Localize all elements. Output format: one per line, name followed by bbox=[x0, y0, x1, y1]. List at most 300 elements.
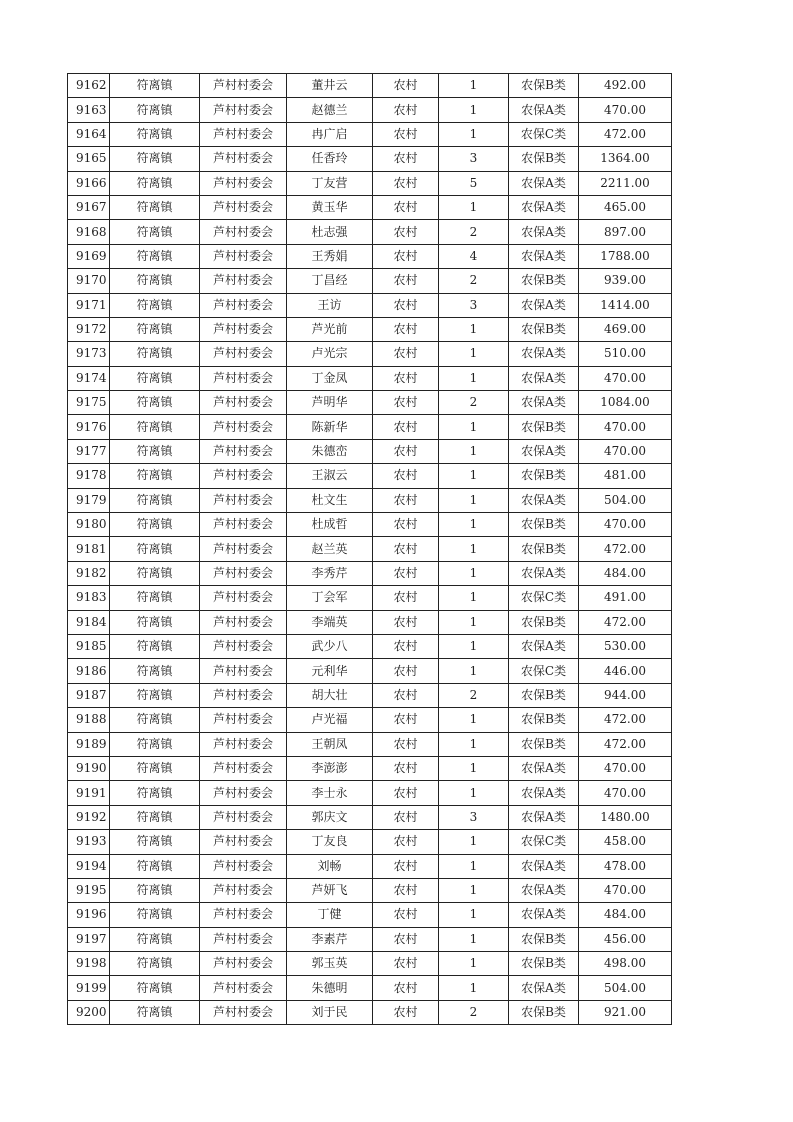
name-cell: 陈新华 bbox=[287, 415, 373, 439]
household-count-cell: 4 bbox=[439, 244, 509, 268]
table-row bbox=[68, 903, 672, 927]
household-count-cell: 1 bbox=[439, 366, 509, 390]
town-cell: 符离镇 bbox=[110, 708, 200, 732]
area-type-cell: 农村 bbox=[373, 391, 439, 415]
amount-cell: 470.00 bbox=[579, 878, 672, 902]
household-count-cell: 1 bbox=[439, 781, 509, 805]
name-cell: 刘畅 bbox=[287, 854, 373, 878]
name-cell: 刘于民 bbox=[287, 1000, 373, 1024]
insurance-category-cell: 农保A类 bbox=[509, 976, 579, 1000]
village-cell: 芦村村委会 bbox=[200, 878, 287, 902]
insurance-category-cell: 农保A类 bbox=[509, 220, 579, 244]
row-number: 9172 bbox=[68, 317, 110, 341]
table-row bbox=[68, 439, 672, 463]
insurance-category-cell: 农保A类 bbox=[509, 391, 579, 415]
household-count-cell: 2 bbox=[439, 391, 509, 415]
table-row bbox=[68, 952, 672, 976]
table-row bbox=[68, 513, 672, 537]
area-type-cell: 农村 bbox=[373, 683, 439, 707]
table-row bbox=[68, 878, 672, 902]
household-count-cell: 2 bbox=[439, 683, 509, 707]
area-type-cell: 农村 bbox=[373, 317, 439, 341]
household-count-cell: 1 bbox=[439, 586, 509, 610]
insurance-category-cell: 农保B类 bbox=[509, 708, 579, 732]
name-cell: 郭庆文 bbox=[287, 805, 373, 829]
amount-cell: 504.00 bbox=[579, 976, 672, 1000]
village-cell: 芦村村委会 bbox=[200, 269, 287, 293]
village-cell: 芦村村委会 bbox=[200, 634, 287, 658]
insurance-category-cell: 农保A类 bbox=[509, 439, 579, 463]
name-cell: 武少八 bbox=[287, 634, 373, 658]
area-type-cell: 农村 bbox=[373, 610, 439, 634]
town-cell: 符离镇 bbox=[110, 98, 200, 122]
household-count-cell: 5 bbox=[439, 171, 509, 195]
household-count-cell: 1 bbox=[439, 634, 509, 658]
insurance-category-cell: 农保B类 bbox=[509, 317, 579, 341]
row-number: 9170 bbox=[68, 269, 110, 293]
village-cell: 芦村村委会 bbox=[200, 952, 287, 976]
area-type-cell: 农村 bbox=[373, 732, 439, 756]
insurance-category-cell: 农保A类 bbox=[509, 805, 579, 829]
town-cell: 符离镇 bbox=[110, 537, 200, 561]
table-row bbox=[68, 927, 672, 951]
table-row bbox=[68, 488, 672, 512]
area-type-cell: 农村 bbox=[373, 244, 439, 268]
name-cell: 丁友良 bbox=[287, 830, 373, 854]
amount-cell: 484.00 bbox=[579, 903, 672, 927]
insurance-category-cell: 农保B类 bbox=[509, 732, 579, 756]
area-type-cell: 农村 bbox=[373, 439, 439, 463]
village-cell: 芦村村委会 bbox=[200, 74, 287, 98]
area-type-cell: 农村 bbox=[373, 634, 439, 658]
household-count-cell: 1 bbox=[439, 756, 509, 780]
row-number: 9185 bbox=[68, 634, 110, 658]
amount-cell: 491.00 bbox=[579, 586, 672, 610]
village-cell: 芦村村委会 bbox=[200, 220, 287, 244]
village-cell: 芦村村委会 bbox=[200, 195, 287, 219]
village-cell: 芦村村委会 bbox=[200, 171, 287, 195]
table-row bbox=[68, 659, 672, 683]
village-cell: 芦村村委会 bbox=[200, 366, 287, 390]
row-number: 9192 bbox=[68, 805, 110, 829]
name-cell: 董井云 bbox=[287, 74, 373, 98]
household-count-cell: 1 bbox=[439, 903, 509, 927]
household-count-cell: 1 bbox=[439, 659, 509, 683]
village-cell: 芦村村委会 bbox=[200, 659, 287, 683]
town-cell: 符离镇 bbox=[110, 781, 200, 805]
household-count-cell: 1 bbox=[439, 854, 509, 878]
area-type-cell: 农村 bbox=[373, 1000, 439, 1024]
insurance-category-cell: 农保B类 bbox=[509, 927, 579, 951]
table-row bbox=[68, 586, 672, 610]
name-cell: 杜志强 bbox=[287, 220, 373, 244]
amount-cell: 472.00 bbox=[579, 708, 672, 732]
name-cell: 任香玲 bbox=[287, 147, 373, 171]
row-number: 9173 bbox=[68, 342, 110, 366]
area-type-cell: 农村 bbox=[373, 952, 439, 976]
insurance-category-cell: 农保A类 bbox=[509, 342, 579, 366]
row-number: 9165 bbox=[68, 147, 110, 171]
row-number: 9163 bbox=[68, 98, 110, 122]
amount-cell: 465.00 bbox=[579, 195, 672, 219]
town-cell: 符离镇 bbox=[110, 1000, 200, 1024]
row-number: 9178 bbox=[68, 464, 110, 488]
amount-cell: 458.00 bbox=[579, 830, 672, 854]
village-cell: 芦村村委会 bbox=[200, 854, 287, 878]
insurance-category-cell: 农保A类 bbox=[509, 878, 579, 902]
insurance-category-cell: 农保A类 bbox=[509, 903, 579, 927]
name-cell: 李澎澎 bbox=[287, 756, 373, 780]
town-cell: 符离镇 bbox=[110, 659, 200, 683]
village-cell: 芦村村委会 bbox=[200, 98, 287, 122]
name-cell: 芦妍飞 bbox=[287, 878, 373, 902]
area-type-cell: 农村 bbox=[373, 561, 439, 585]
amount-cell: 470.00 bbox=[579, 415, 672, 439]
insurance-category-cell: 农保A类 bbox=[509, 98, 579, 122]
household-count-cell: 3 bbox=[439, 293, 509, 317]
village-cell: 芦村村委会 bbox=[200, 147, 287, 171]
household-count-cell: 1 bbox=[439, 610, 509, 634]
row-number: 9167 bbox=[68, 195, 110, 219]
area-type-cell: 农村 bbox=[373, 537, 439, 561]
table-row bbox=[68, 830, 672, 854]
insurance-category-cell: 农保C类 bbox=[509, 830, 579, 854]
name-cell: 李秀芹 bbox=[287, 561, 373, 585]
town-cell: 符离镇 bbox=[110, 732, 200, 756]
village-cell: 芦村村委会 bbox=[200, 513, 287, 537]
insurance-category-cell: 农保B类 bbox=[509, 415, 579, 439]
village-cell: 芦村村委会 bbox=[200, 122, 287, 146]
village-cell: 芦村村委会 bbox=[200, 439, 287, 463]
table-row bbox=[68, 171, 672, 195]
town-cell: 符离镇 bbox=[110, 342, 200, 366]
town-cell: 符离镇 bbox=[110, 74, 200, 98]
name-cell: 卢光福 bbox=[287, 708, 373, 732]
amount-cell: 2211.00 bbox=[579, 171, 672, 195]
area-type-cell: 农村 bbox=[373, 830, 439, 854]
amount-cell: 504.00 bbox=[579, 488, 672, 512]
household-count-cell: 1 bbox=[439, 952, 509, 976]
name-cell: 杜成哲 bbox=[287, 513, 373, 537]
name-cell: 芦光前 bbox=[287, 317, 373, 341]
area-type-cell: 农村 bbox=[373, 927, 439, 951]
insurance-category-cell: 农保B类 bbox=[509, 610, 579, 634]
town-cell: 符离镇 bbox=[110, 756, 200, 780]
name-cell: 李素芹 bbox=[287, 927, 373, 951]
insurance-category-cell: 农保A类 bbox=[509, 488, 579, 512]
village-cell: 芦村村委会 bbox=[200, 1000, 287, 1024]
insurance-category-cell: 农保B类 bbox=[509, 269, 579, 293]
name-cell: 丁昌经 bbox=[287, 269, 373, 293]
amount-cell: 470.00 bbox=[579, 513, 672, 537]
row-number: 9195 bbox=[68, 878, 110, 902]
name-cell: 芦明华 bbox=[287, 391, 373, 415]
table-row bbox=[68, 317, 672, 341]
area-type-cell: 农村 bbox=[373, 586, 439, 610]
town-cell: 符离镇 bbox=[110, 122, 200, 146]
area-type-cell: 农村 bbox=[373, 269, 439, 293]
amount-cell: 472.00 bbox=[579, 610, 672, 634]
table-row bbox=[68, 269, 672, 293]
area-type-cell: 农村 bbox=[373, 659, 439, 683]
table-row bbox=[68, 220, 672, 244]
row-number: 9197 bbox=[68, 927, 110, 951]
name-cell: 王朝凤 bbox=[287, 732, 373, 756]
table-row bbox=[68, 561, 672, 585]
row-number: 9168 bbox=[68, 220, 110, 244]
row-number: 9184 bbox=[68, 610, 110, 634]
amount-cell: 1414.00 bbox=[579, 293, 672, 317]
amount-cell: 478.00 bbox=[579, 854, 672, 878]
amount-cell: 470.00 bbox=[579, 781, 672, 805]
insurance-category-cell: 农保C类 bbox=[509, 586, 579, 610]
insurance-category-cell: 农保A类 bbox=[509, 293, 579, 317]
town-cell: 符离镇 bbox=[110, 415, 200, 439]
table-row bbox=[68, 342, 672, 366]
area-type-cell: 农村 bbox=[373, 488, 439, 512]
household-count-cell: 2 bbox=[439, 269, 509, 293]
area-type-cell: 农村 bbox=[373, 708, 439, 732]
household-count-cell: 1 bbox=[439, 537, 509, 561]
row-number: 9186 bbox=[68, 659, 110, 683]
household-count-cell: 1 bbox=[439, 708, 509, 732]
amount-cell: 1364.00 bbox=[579, 147, 672, 171]
table-row bbox=[68, 74, 672, 98]
name-cell: 杜文生 bbox=[287, 488, 373, 512]
town-cell: 符离镇 bbox=[110, 366, 200, 390]
insurance-category-cell: 农保B类 bbox=[509, 683, 579, 707]
insurance-category-cell: 农保C类 bbox=[509, 122, 579, 146]
amount-cell: 472.00 bbox=[579, 732, 672, 756]
village-cell: 芦村村委会 bbox=[200, 732, 287, 756]
area-type-cell: 农村 bbox=[373, 415, 439, 439]
name-cell: 元利华 bbox=[287, 659, 373, 683]
village-cell: 芦村村委会 bbox=[200, 805, 287, 829]
household-count-cell: 1 bbox=[439, 74, 509, 98]
town-cell: 符离镇 bbox=[110, 805, 200, 829]
table-row bbox=[68, 1000, 672, 1024]
row-number: 9174 bbox=[68, 366, 110, 390]
amount-cell: 1084.00 bbox=[579, 391, 672, 415]
name-cell: 王秀娟 bbox=[287, 244, 373, 268]
row-number: 9187 bbox=[68, 683, 110, 707]
amount-cell: 446.00 bbox=[579, 659, 672, 683]
town-cell: 符离镇 bbox=[110, 683, 200, 707]
table-row bbox=[68, 634, 672, 658]
insurance-category-cell: 农保B类 bbox=[509, 952, 579, 976]
village-cell: 芦村村委会 bbox=[200, 927, 287, 951]
amount-cell: 470.00 bbox=[579, 439, 672, 463]
town-cell: 符离镇 bbox=[110, 952, 200, 976]
insurance-category-cell: 农保A类 bbox=[509, 781, 579, 805]
household-count-cell: 3 bbox=[439, 147, 509, 171]
name-cell: 李端英 bbox=[287, 610, 373, 634]
household-count-cell: 1 bbox=[439, 195, 509, 219]
insurance-category-cell: 农保B类 bbox=[509, 1000, 579, 1024]
household-count-cell: 3 bbox=[439, 805, 509, 829]
insurance-category-cell: 农保A类 bbox=[509, 195, 579, 219]
table-row bbox=[68, 415, 672, 439]
amount-cell: 1788.00 bbox=[579, 244, 672, 268]
table-row bbox=[68, 976, 672, 1000]
amount-cell: 939.00 bbox=[579, 269, 672, 293]
amount-cell: 469.00 bbox=[579, 317, 672, 341]
amount-cell: 470.00 bbox=[579, 756, 672, 780]
amount-cell: 1480.00 bbox=[579, 805, 672, 829]
town-cell: 符离镇 bbox=[110, 171, 200, 195]
insurance-category-cell: 农保A类 bbox=[509, 366, 579, 390]
name-cell: 朱德峦 bbox=[287, 439, 373, 463]
household-count-cell: 1 bbox=[439, 342, 509, 366]
subsidy-table bbox=[67, 73, 672, 1025]
amount-cell: 492.00 bbox=[579, 74, 672, 98]
row-number: 9191 bbox=[68, 781, 110, 805]
name-cell: 黄玉华 bbox=[287, 195, 373, 219]
town-cell: 符离镇 bbox=[110, 195, 200, 219]
row-number: 9175 bbox=[68, 391, 110, 415]
area-type-cell: 农村 bbox=[373, 805, 439, 829]
row-number: 9199 bbox=[68, 976, 110, 1000]
row-number: 9171 bbox=[68, 293, 110, 317]
table-row bbox=[68, 708, 672, 732]
area-type-cell: 农村 bbox=[373, 976, 439, 1000]
insurance-category-cell: 农保B类 bbox=[509, 537, 579, 561]
household-count-cell: 1 bbox=[439, 439, 509, 463]
table-row bbox=[68, 147, 672, 171]
area-type-cell: 农村 bbox=[373, 878, 439, 902]
area-type-cell: 农村 bbox=[373, 366, 439, 390]
name-cell: 王淑云 bbox=[287, 464, 373, 488]
insurance-category-cell: 农保A类 bbox=[509, 756, 579, 780]
town-cell: 符离镇 bbox=[110, 439, 200, 463]
village-cell: 芦村村委会 bbox=[200, 903, 287, 927]
table-row bbox=[68, 293, 672, 317]
household-count-cell: 1 bbox=[439, 317, 509, 341]
insurance-category-cell: 农保A类 bbox=[509, 634, 579, 658]
amount-cell: 484.00 bbox=[579, 561, 672, 585]
household-count-cell: 1 bbox=[439, 464, 509, 488]
area-type-cell: 农村 bbox=[373, 903, 439, 927]
area-type-cell: 农村 bbox=[373, 220, 439, 244]
row-number: 9164 bbox=[68, 122, 110, 146]
name-cell: 丁友营 bbox=[287, 171, 373, 195]
area-type-cell: 农村 bbox=[373, 147, 439, 171]
row-number: 9190 bbox=[68, 756, 110, 780]
row-number: 9176 bbox=[68, 415, 110, 439]
name-cell: 赵德兰 bbox=[287, 98, 373, 122]
town-cell: 符离镇 bbox=[110, 488, 200, 512]
insurance-category-cell: 农保A类 bbox=[509, 171, 579, 195]
village-cell: 芦村村委会 bbox=[200, 781, 287, 805]
village-cell: 芦村村委会 bbox=[200, 830, 287, 854]
village-cell: 芦村村委会 bbox=[200, 317, 287, 341]
insurance-category-cell: 农保C类 bbox=[509, 659, 579, 683]
table-row bbox=[68, 854, 672, 878]
row-number: 9181 bbox=[68, 537, 110, 561]
amount-cell: 921.00 bbox=[579, 1000, 672, 1024]
row-number: 9196 bbox=[68, 903, 110, 927]
table-row bbox=[68, 464, 672, 488]
area-type-cell: 农村 bbox=[373, 122, 439, 146]
table-row bbox=[68, 244, 672, 268]
row-number: 9179 bbox=[68, 488, 110, 512]
amount-cell: 456.00 bbox=[579, 927, 672, 951]
household-count-cell: 1 bbox=[439, 830, 509, 854]
town-cell: 符离镇 bbox=[110, 293, 200, 317]
row-number: 9200 bbox=[68, 1000, 110, 1024]
table-row bbox=[68, 122, 672, 146]
name-cell: 朱德明 bbox=[287, 976, 373, 1000]
town-cell: 符离镇 bbox=[110, 878, 200, 902]
row-number: 9189 bbox=[68, 732, 110, 756]
town-cell: 符离镇 bbox=[110, 927, 200, 951]
household-count-cell: 1 bbox=[439, 976, 509, 1000]
amount-cell: 470.00 bbox=[579, 366, 672, 390]
amount-cell: 470.00 bbox=[579, 98, 672, 122]
area-type-cell: 农村 bbox=[373, 171, 439, 195]
table-row bbox=[68, 732, 672, 756]
village-cell: 芦村村委会 bbox=[200, 708, 287, 732]
village-cell: 芦村村委会 bbox=[200, 537, 287, 561]
amount-cell: 510.00 bbox=[579, 342, 672, 366]
area-type-cell: 农村 bbox=[373, 342, 439, 366]
town-cell: 符离镇 bbox=[110, 464, 200, 488]
town-cell: 符离镇 bbox=[110, 903, 200, 927]
row-number: 9180 bbox=[68, 513, 110, 537]
village-cell: 芦村村委会 bbox=[200, 683, 287, 707]
household-count-cell: 2 bbox=[439, 1000, 509, 1024]
village-cell: 芦村村委会 bbox=[200, 561, 287, 585]
area-type-cell: 农村 bbox=[373, 464, 439, 488]
name-cell: 丁健 bbox=[287, 903, 373, 927]
town-cell: 符离镇 bbox=[110, 317, 200, 341]
insurance-category-cell: 农保B类 bbox=[509, 513, 579, 537]
name-cell: 胡大壮 bbox=[287, 683, 373, 707]
village-cell: 芦村村委会 bbox=[200, 415, 287, 439]
table-row bbox=[68, 391, 672, 415]
table-row bbox=[68, 756, 672, 780]
row-number: 9188 bbox=[68, 708, 110, 732]
name-cell: 赵兰英 bbox=[287, 537, 373, 561]
village-cell: 芦村村委会 bbox=[200, 244, 287, 268]
area-type-cell: 农村 bbox=[373, 781, 439, 805]
insurance-category-cell: 农保B类 bbox=[509, 464, 579, 488]
amount-cell: 944.00 bbox=[579, 683, 672, 707]
town-cell: 符离镇 bbox=[110, 513, 200, 537]
village-cell: 芦村村委会 bbox=[200, 586, 287, 610]
household-count-cell: 1 bbox=[439, 98, 509, 122]
town-cell: 符离镇 bbox=[110, 976, 200, 1000]
name-cell: 丁金凤 bbox=[287, 366, 373, 390]
table-row bbox=[68, 537, 672, 561]
village-cell: 芦村村委会 bbox=[200, 464, 287, 488]
row-number: 9177 bbox=[68, 439, 110, 463]
area-type-cell: 农村 bbox=[373, 195, 439, 219]
village-cell: 芦村村委会 bbox=[200, 342, 287, 366]
village-cell: 芦村村委会 bbox=[200, 488, 287, 512]
amount-cell: 472.00 bbox=[579, 537, 672, 561]
town-cell: 符离镇 bbox=[110, 610, 200, 634]
row-number: 9198 bbox=[68, 952, 110, 976]
area-type-cell: 农村 bbox=[373, 513, 439, 537]
household-count-cell: 1 bbox=[439, 561, 509, 585]
area-type-cell: 农村 bbox=[373, 74, 439, 98]
town-cell: 符离镇 bbox=[110, 147, 200, 171]
row-number: 9183 bbox=[68, 586, 110, 610]
name-cell: 冉广启 bbox=[287, 122, 373, 146]
household-count-cell: 1 bbox=[439, 878, 509, 902]
insurance-category-cell: 农保B类 bbox=[509, 74, 579, 98]
